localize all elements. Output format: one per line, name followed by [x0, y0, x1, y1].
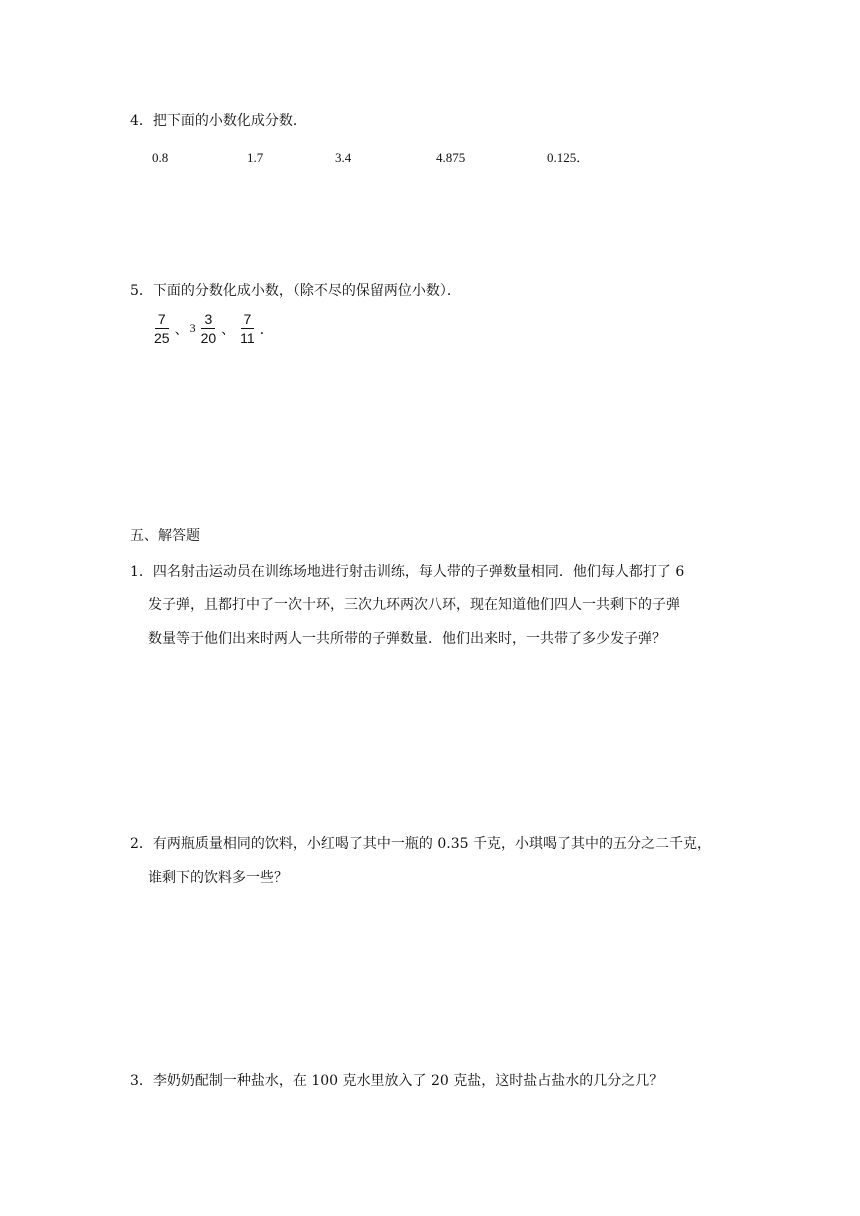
separator: 、	[221, 321, 236, 338]
section-heading: 五、解答题	[130, 528, 200, 544]
fraction-2-numerator: 3	[201, 311, 215, 329]
fraction-3	[237, 311, 258, 346]
question-5-prompt: 5．下面的分数化成小数，（除不尽的保留两位小数）．	[130, 283, 461, 299]
period: ．	[259, 321, 274, 338]
fraction-3-denominator: 11	[240, 330, 255, 346]
decimal-item-3: 3.4	[335, 150, 352, 165]
decimal-item-1: 0.8	[152, 150, 169, 165]
decimal-item-2: 1.7	[247, 150, 264, 165]
fraction-1-denominator: 25	[154, 330, 170, 346]
fraction-2-denominator: 20	[200, 330, 217, 346]
fraction-1-numerator: 7	[155, 311, 169, 329]
fraction-list	[150, 311, 275, 346]
problem-3-line-1: 3．李奶奶配制一种盐水，在 100 克水里放入了 20 克盐，这时盐占盐水的几分之几？	[130, 1073, 664, 1089]
problem-1-line-2: 发子弹，且都打中了一次十环，三次九环两次八环，现在知道他们四人一共剩下的子弹	[148, 597, 680, 613]
question-4-prompt: 4．把下面的小数化成分数．	[130, 113, 307, 129]
fraction-3-numerator: 7	[241, 311, 255, 329]
fraction-1	[151, 311, 173, 346]
decimal-item-4: 4.875	[436, 150, 466, 165]
problem-2-line-1: 2．有两瓶质量相同的饮料，小红喝了其中一瓶的 0.35 千克，小琪喝了其中的五分之二千克，	[130, 836, 711, 852]
separator: 、	[174, 321, 189, 338]
problem-2-line-2: 谁剩下的饮料多一些？	[148, 870, 288, 886]
fraction-2	[198, 311, 220, 346]
problem-1-line-1: 1．四名射击运动员在训练场地进行射击训练，每人带的子弹数量相同．他们每人都打了 6	[130, 564, 685, 580]
fraction-2-whole: 3	[189, 321, 196, 335]
problem-1-line-3: 数量等于他们出来时两人一共所带的子弹数量．他们出来时，一共带了多少发子弹？	[148, 631, 666, 647]
decimal-item-5: 0.125．	[547, 150, 590, 165]
